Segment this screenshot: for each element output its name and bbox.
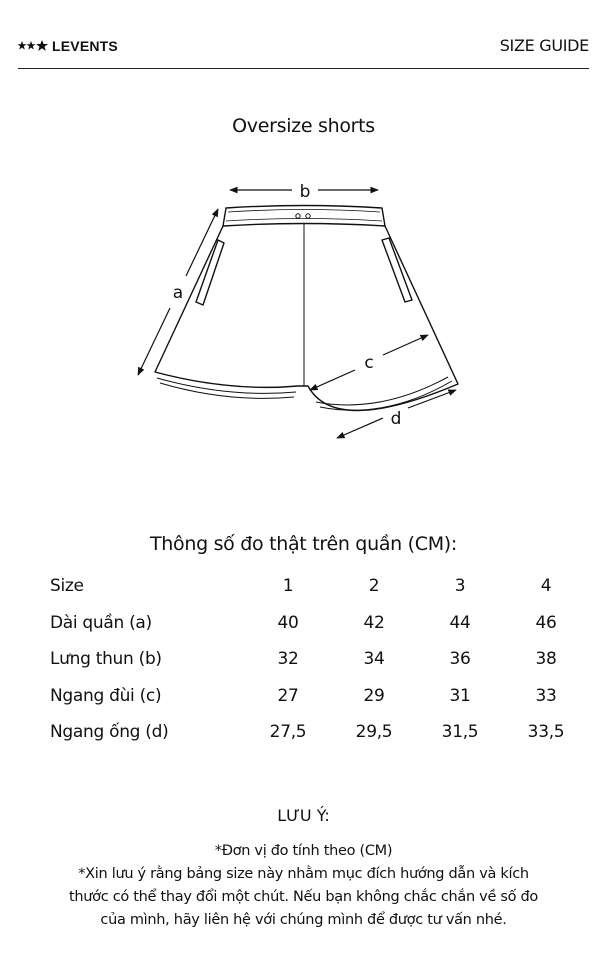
size-col-4: 4 — [540, 576, 552, 597]
size-guide-label: SIZE GUIDE — [499, 36, 589, 55]
cell-value: 32 — [277, 649, 299, 670]
cell-value: 27 — [277, 685, 299, 706]
cell-value: 44 — [449, 612, 471, 633]
cell-value: 29,5 — [355, 722, 393, 743]
note-line-1: *Xin lưu ý rằng bảng size này nhằm mục đích hướng dẫn và kích — [78, 866, 529, 882]
product-name: Oversize shorts — [232, 115, 375, 137]
shorts-diagram — [0, 0, 607, 470]
row-label: Dài quần (a) — [50, 612, 152, 633]
size-header: Size — [50, 576, 84, 597]
left-pocket — [196, 240, 224, 305]
label-d: d — [390, 409, 402, 429]
measurements-title: Thông số đo thật trên quần (CM): — [149, 533, 458, 555]
cell-value: 38 — [535, 649, 557, 670]
label-b: b — [299, 182, 311, 202]
row-label: Ngang ống (d) — [50, 722, 169, 743]
waistband — [223, 206, 385, 227]
table-row — [50, 678, 589, 715]
row-label: Ngang đùi (c) — [50, 685, 162, 706]
note-title: LƯU Ý: — [277, 806, 330, 825]
cell-value: 42 — [363, 612, 385, 633]
note-line-3: của mình, hãy liên hệ với chúng mình để được tư vấn nhé. — [100, 912, 507, 928]
cell-value: 46 — [535, 612, 557, 633]
cell-value: 27,5 — [269, 722, 307, 743]
cell-value: 33 — [535, 685, 557, 706]
table-row — [50, 605, 589, 642]
size-col-3: 3 — [454, 576, 466, 597]
right-pocket — [382, 238, 412, 302]
label-a: a — [172, 283, 184, 303]
size-col-1: 1 — [282, 576, 294, 597]
label-c: c — [364, 353, 374, 373]
cell-value: 36 — [449, 649, 471, 670]
brand-name: LEVENTS — [52, 38, 118, 54]
cell-value: 40 — [277, 612, 299, 633]
cell-value: 33,5 — [527, 722, 565, 743]
table-row — [50, 714, 589, 751]
note-line-2: thước có thể thay đổi một chút. Nếu bạn không chắc chắn về số đo — [68, 889, 538, 905]
cell-value: 29 — [363, 685, 385, 706]
size-table — [50, 568, 589, 751]
cell-value: 34 — [363, 649, 385, 670]
shorts-illustration — [155, 206, 458, 411]
table-header-row — [50, 568, 589, 605]
table-row — [50, 641, 589, 678]
cell-value: 31 — [449, 685, 471, 706]
size-col-2: 2 — [368, 576, 380, 597]
note-unit: *Đơn vị đo tính theo (CM) — [214, 843, 393, 859]
row-label: Lưng thun (b) — [50, 649, 162, 670]
shorts-body — [155, 226, 458, 411]
cell-value: 31,5 — [441, 722, 479, 743]
